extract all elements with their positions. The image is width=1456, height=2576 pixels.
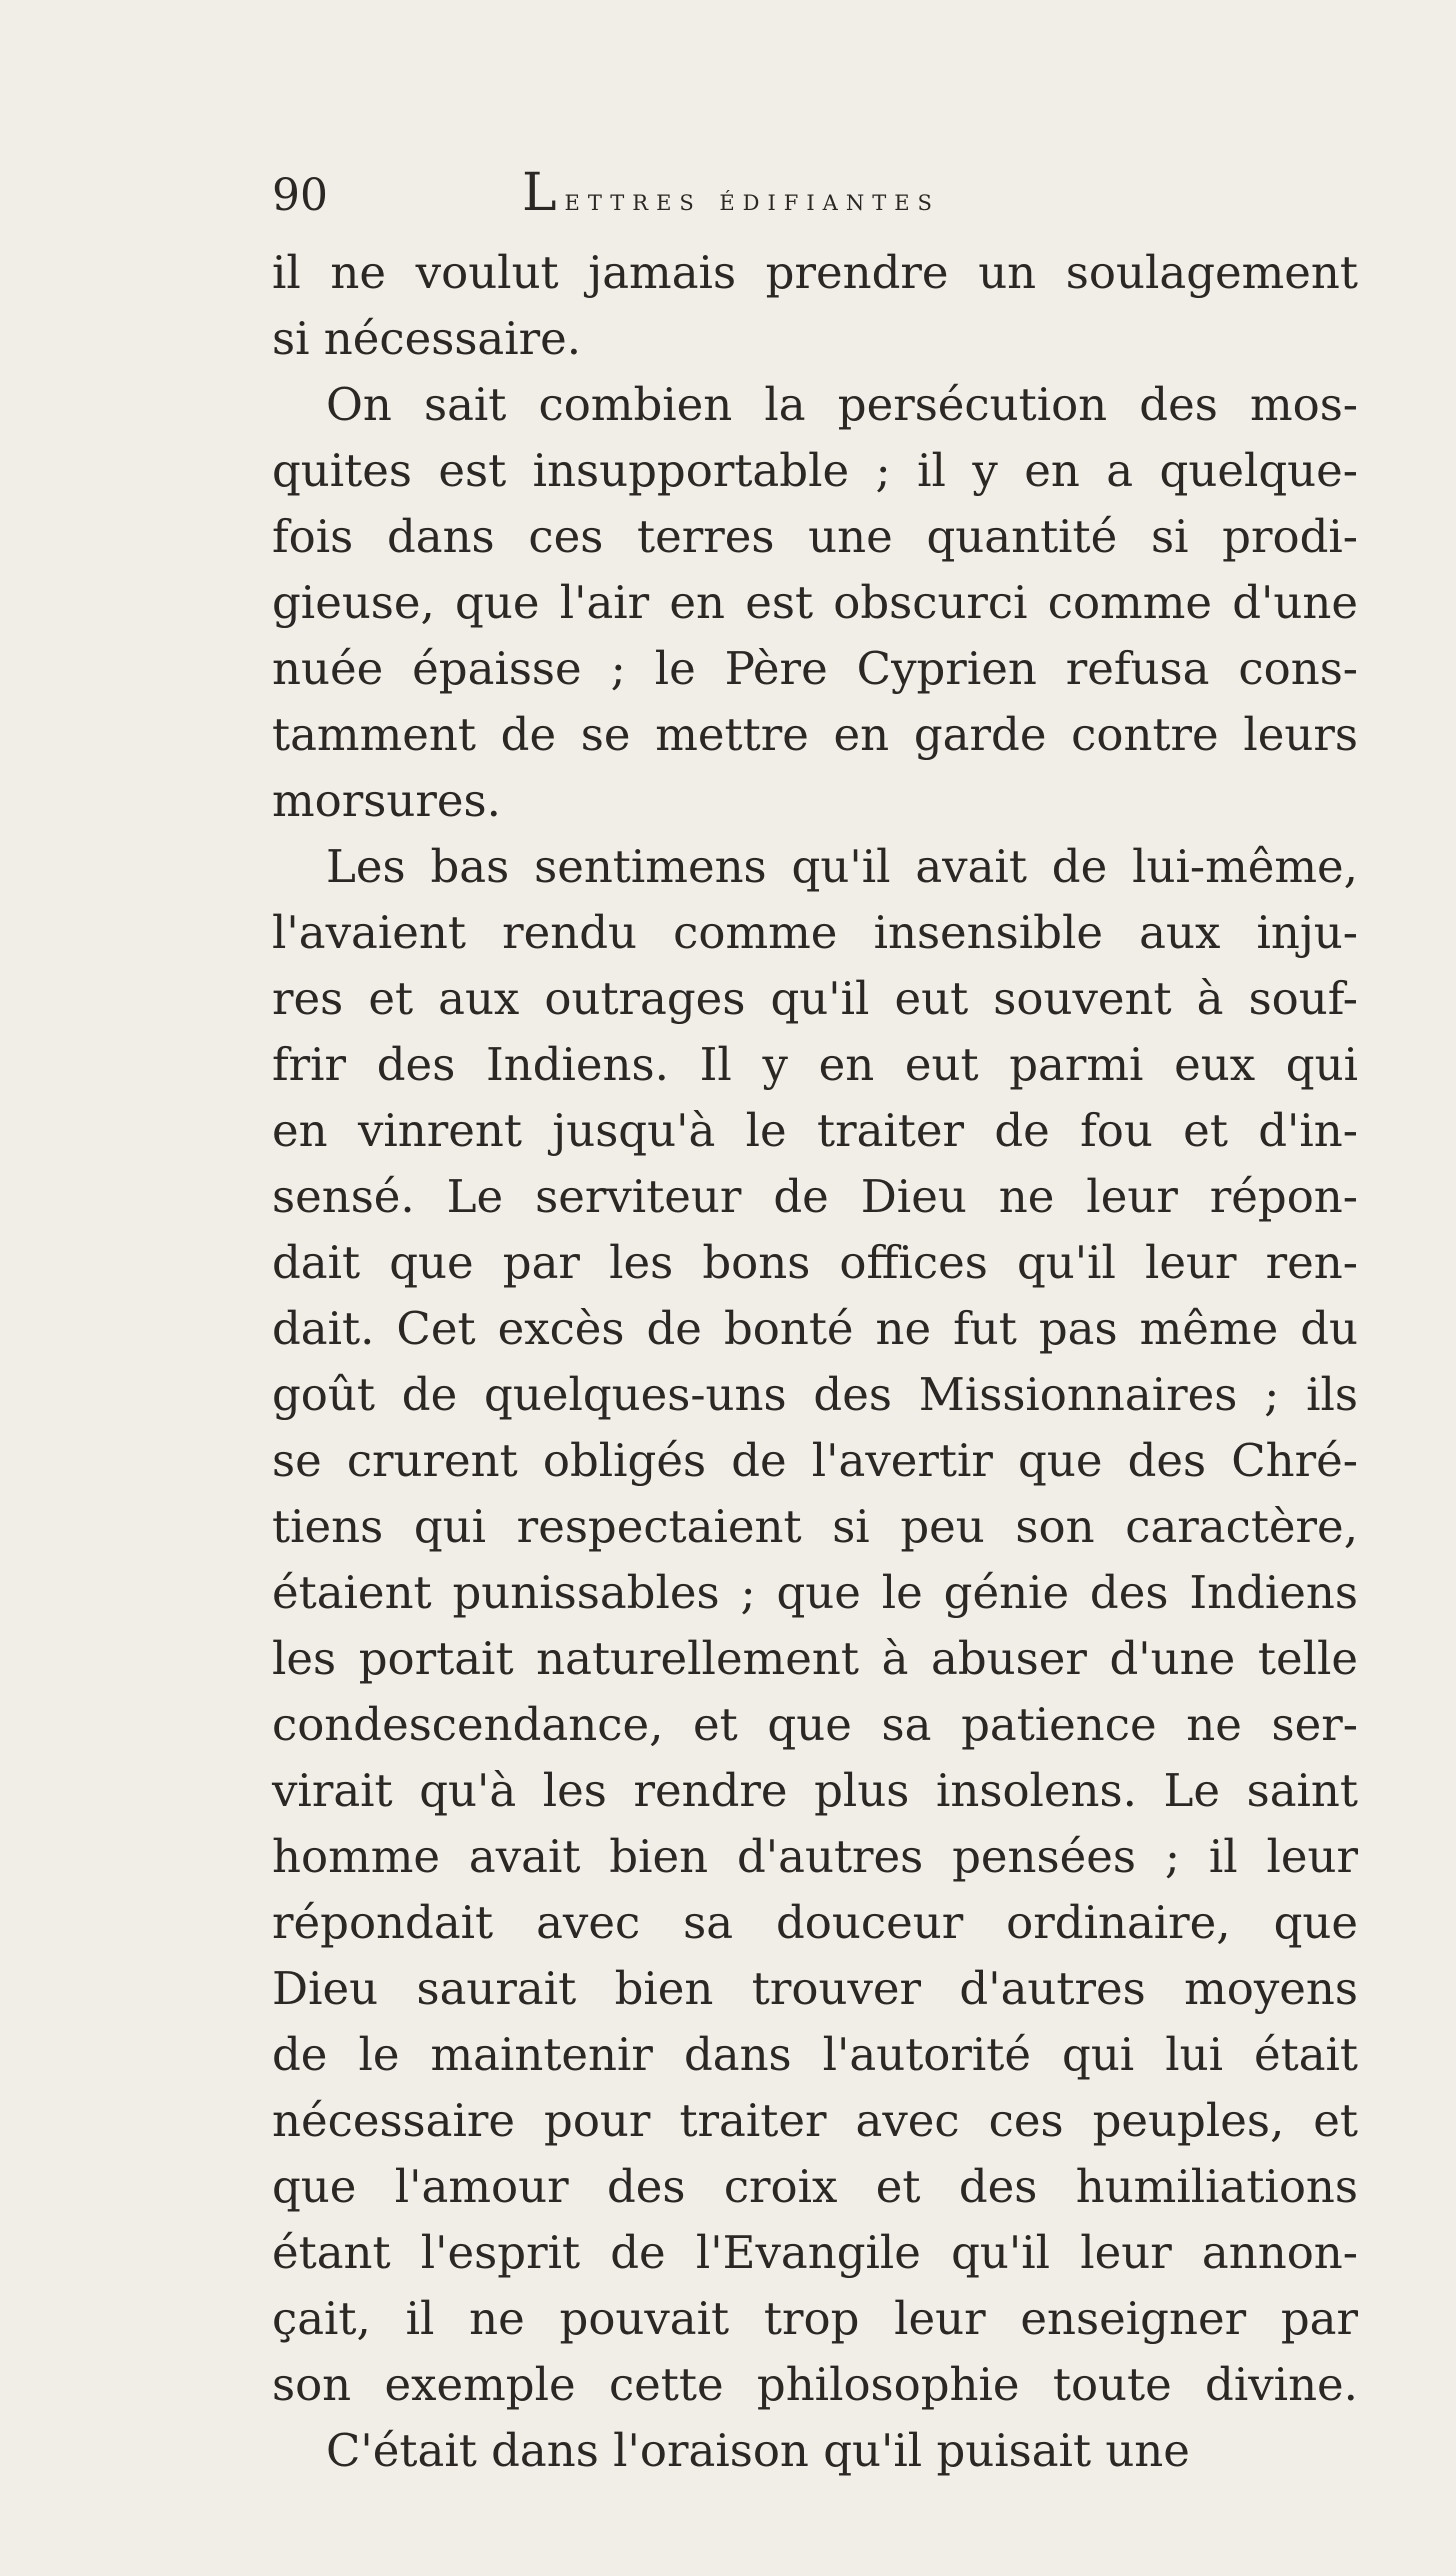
text-line: dait. Cet excès de bonté ne fut pas même du bbox=[272, 1302, 1358, 1355]
text-line: condescendance, et que sa patience ne ser- bbox=[272, 1698, 1358, 1751]
text-line: tiens qui respectaient si peu son caractère, bbox=[272, 1500, 1358, 1553]
text-line: étaient punissables ; que le génie des Indiens bbox=[272, 1566, 1358, 1619]
text-line: répondait avec sa douceur ordinaire, que bbox=[272, 1896, 1358, 1949]
text-line: en vinrent jusqu'à le traiter de fou et d'in- bbox=[272, 1104, 1358, 1157]
text-line: étant l'esprit de l'Evangile qu'il leur annon- bbox=[272, 2226, 1358, 2279]
text-line: frir des Indiens. Il y en eut parmi eux qui bbox=[272, 1038, 1358, 1091]
text-line: que l'amour des croix et des humiliations bbox=[272, 2160, 1358, 2213]
text-line: se crurent obligés de l'avertir que des Chré- bbox=[272, 1434, 1358, 1487]
text-line: C'était dans l'oraison qu'il puisait une bbox=[326, 2424, 1190, 2477]
text-line: gieuse, que l'air en est obscurci comme d'une bbox=[272, 576, 1358, 629]
text-line: tamment de se mettre en garde contre leurs bbox=[272, 708, 1358, 761]
page-text-block bbox=[272, 163, 1358, 2484]
text-line: On sait combien la persécution des mos- bbox=[326, 378, 1358, 431]
page-number: 90 bbox=[272, 170, 328, 221]
text-line: les portait naturellement à abuser d'une telle bbox=[272, 1632, 1358, 1685]
text-line: de le maintenir dans l'autorité qui lui était bbox=[272, 2028, 1358, 2081]
text-line: virait qu'à les rendre plus insolens. Le saint bbox=[272, 1764, 1358, 1817]
text-line: homme avait bien d'autres pensées ; il leur bbox=[272, 1830, 1358, 1883]
text-line: res et aux outrages qu'il eut souvent à souf- bbox=[272, 972, 1358, 1025]
text-line: nuée épaisse ; le Père Cyprien refusa cons- bbox=[272, 642, 1358, 695]
page-header bbox=[272, 163, 1358, 238]
text-line: son exemple cette philosophie toute divine. bbox=[272, 2358, 1358, 2411]
text-line: l'avaient rendu comme insensible aux inju- bbox=[272, 906, 1358, 959]
text-line: Les bas sentimens qu'il avait de lui-même, bbox=[326, 840, 1358, 893]
text-line: dait que par les bons offices qu'il leur ren- bbox=[272, 1236, 1358, 1289]
text-line: quites est insupportable ; il y en a quelque- bbox=[272, 444, 1358, 497]
text-line: il ne voulut jamais prendre un soulagement bbox=[272, 246, 1358, 299]
text-line: Dieu saurait bien trouver d'autres moyens bbox=[272, 1962, 1358, 2015]
text-line: fois dans ces terres une quantité si prodi- bbox=[272, 510, 1358, 563]
text-line: sensé. Le serviteur de Dieu ne leur répon- bbox=[272, 1170, 1358, 1223]
text-line: morsures. bbox=[272, 774, 501, 827]
text-line: nécessaire pour traiter avec ces peuples, et bbox=[272, 2094, 1358, 2147]
text-line: goût de quelques-uns des Missionnaires ; ils bbox=[272, 1368, 1358, 1421]
running-title: Lettres édifiantes bbox=[522, 163, 940, 223]
text-line: si nécessaire. bbox=[272, 312, 582, 365]
text-line: çait, il ne pouvait trop leur enseigner par bbox=[272, 2292, 1358, 2345]
